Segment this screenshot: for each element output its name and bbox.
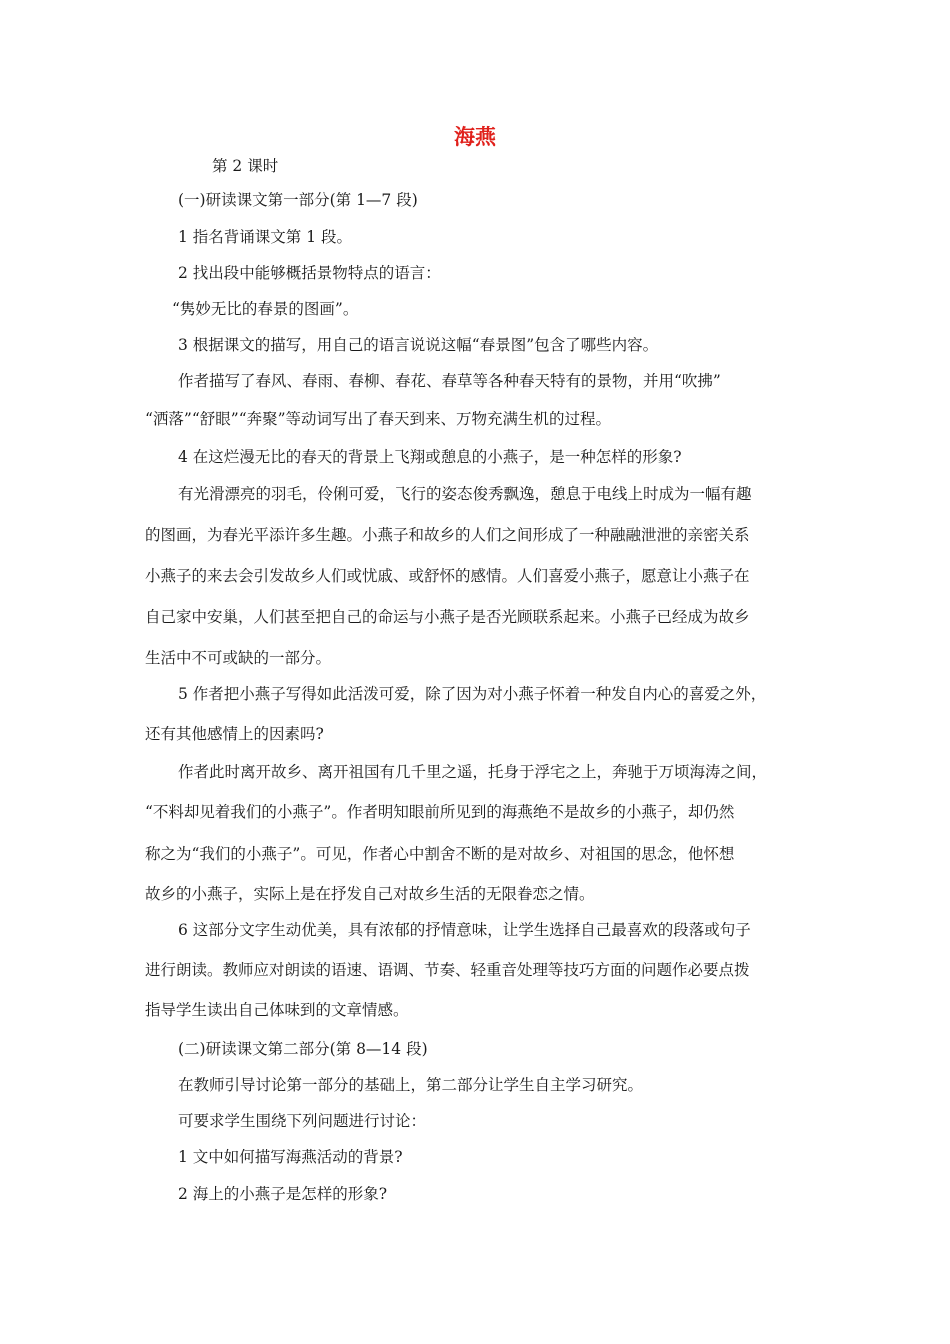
text-line: 1 文中如何描写海燕活动的背景?	[178, 1148, 403, 1166]
text-line: 生活中不可或缺的一部分。	[145, 649, 332, 667]
text-line: 5 作者把小燕子写得如此活泼可爱，除了因为对小燕子怀着一种发自内心的喜爱之外，	[178, 685, 767, 703]
text-line: 小燕子的来去会引发故乡人们或忧戚、或舒怀的感情。人们喜爱小燕子，愿意让小燕子在	[145, 567, 750, 585]
section-heading: (一)研读课文第一部分(第 1—7 段)	[178, 191, 418, 209]
text-line: 1 指名背诵课文第 1 段。	[178, 228, 353, 246]
text-line: “不料却见着我们的小燕子”。作者明知眼前所见到的海燕绝不是故乡的小燕子，却仍然	[145, 803, 735, 821]
text-line: 2 海上的小燕子是怎样的形象?	[178, 1185, 388, 1203]
text-line: 还有其他感情上的因素吗?	[145, 725, 324, 743]
text-line: 称之为“我们的小燕子”。可见，作者心中割舍不断的是对故乡、对祖国的思念，他怀想	[145, 845, 735, 863]
document-title: 海燕	[454, 125, 496, 149]
text-line: 作者此时离开故乡、离开祖国有几千里之遥，托身于浮宅之上，奔驰于万顷海涛之间，	[178, 763, 768, 781]
text-line: 的图画，为春光平添许多生趣。小燕子和故乡的人们之间形成了一种融融泄泄的亲密关系	[145, 526, 750, 544]
text-line: 作者描写了春风、春雨、春柳、春花、春草等各种春天特有的景物，并用“吹拂”	[178, 372, 721, 390]
text-line: 进行朗读。教师应对朗读的语速、语调、节奏、轻重音处理等技巧方面的问题作必要点拨	[145, 961, 750, 979]
text-line: 自己家中安巢，人们甚至把自己的命运与小燕子是否光顾联系起来。小燕子已经成为故乡	[145, 608, 750, 626]
section-heading: (二)研读课文第二部分(第 8—14 段)	[178, 1040, 428, 1058]
text-line: 指导学生读出自己体味到的文章情感。	[145, 1001, 409, 1019]
text-line: 在教师引导讨论第一部分的基础上，第二部分让学生自主学习研究。	[178, 1076, 644, 1094]
text-line: 可要求学生围绕下列问题进行讨论：	[178, 1112, 427, 1130]
text-line: 有光滑漂亮的羽毛，伶俐可爱，飞行的姿态俊秀飘逸，憩息于电线上时成为一幅有趣	[178, 485, 752, 503]
text-line: “隽妙无比的春景的图画”。	[172, 300, 359, 318]
text-line: 4 在这烂漫无比的春天的背景上飞翔或憩息的小燕子，是一种怎样的形象?	[178, 448, 682, 466]
lesson-label: 第 2 课时	[212, 157, 279, 175]
text-line: “洒落”“舒眼”“奔聚”等动词写出了春天到来、万物充满生机的过程。	[145, 410, 612, 428]
text-line: 故乡的小燕子，实际上是在抒发自己对故乡生活的无限眷恋之情。	[145, 885, 595, 903]
text-line: 3 根据课文的描写，用自己的语言说说这幅“春景图”包含了哪些内容。	[178, 336, 659, 354]
text-line: 2 找出段中能够概括景物特点的语言：	[178, 264, 441, 282]
text-line: 6 这部分文字生动优美，具有浓郁的抒情意味，让学生选择自己最喜欢的段落或句子	[178, 921, 751, 939]
